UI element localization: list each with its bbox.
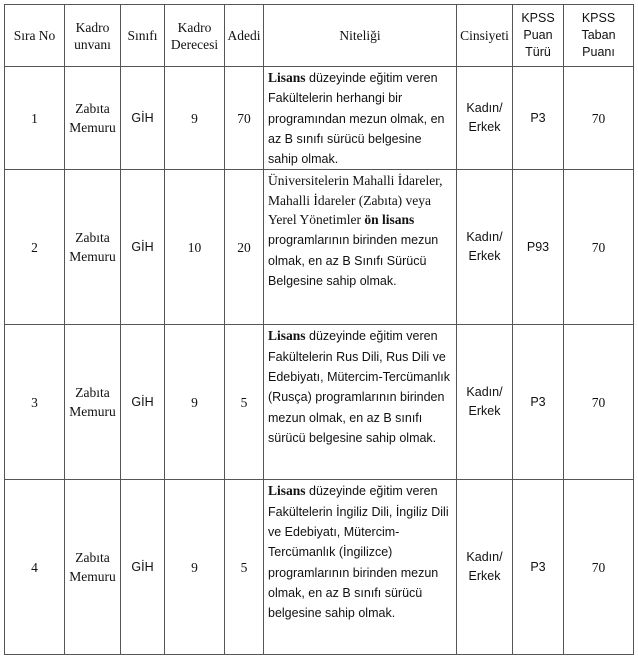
header-kpss-puan-turu: KPSS Puan Türü bbox=[513, 5, 564, 67]
cell-kadro-unvani: Zabıta Memuru bbox=[65, 325, 121, 480]
cell-sira: 1 bbox=[5, 67, 65, 170]
cell-kpss-taban-puani: 70 bbox=[564, 480, 634, 655]
nitelik-text: düzeyinde eğitim veren Fakültelerin Rus Dili, Rus Dili ve Edebiyatı, Mütercim-Tercümanlık (Rusça) programlarının birinden mezun olmak, en az B sınıfı sürücü belgesine sahip olmak. bbox=[268, 329, 451, 445]
cell-adedi: 5 bbox=[225, 325, 264, 480]
cell-cinsiyeti: Kadın/ Erkek bbox=[457, 67, 513, 170]
header-sira-no: Sıra No bbox=[5, 5, 65, 67]
cell-kpss-puan-turu: P3 bbox=[513, 480, 564, 655]
table-row bbox=[5, 480, 634, 655]
cell-cinsiyeti: Kadın/ Erkek bbox=[457, 325, 513, 480]
cell-kadro-unvani: Zabıta Memuru bbox=[65, 480, 121, 655]
table-row bbox=[5, 170, 634, 325]
cell-niteligi bbox=[264, 170, 457, 325]
nitelik-text: düzeyinde eğitim veren Fakültelerin herhangi bir programından mezun olmak, en az B sınıfı sürücü belgesine sahip olmak. bbox=[268, 71, 445, 167]
header-cinsiyeti: Cinsiyeti bbox=[457, 5, 513, 67]
header-row bbox=[5, 5, 634, 67]
cell-kpss-taban-puani: 70 bbox=[564, 170, 634, 325]
cell-sinifi: GİH bbox=[121, 67, 165, 170]
cell-niteligi bbox=[264, 67, 457, 170]
cell-sinifi: GİH bbox=[121, 170, 165, 325]
cell-sinifi: GİH bbox=[121, 480, 165, 655]
header-kpss-taban-puani: KPSS Taban Puanı bbox=[564, 5, 634, 67]
nitelik-bold-text: ön lisans bbox=[364, 212, 415, 228]
table-row bbox=[5, 67, 634, 170]
header-niteligi: Niteliği bbox=[264, 5, 457, 67]
nitelik-bold-text: Lisans bbox=[268, 70, 306, 85]
cell-sira: 4 bbox=[5, 480, 65, 655]
header-adedi: Adedi bbox=[225, 5, 264, 67]
nitelik-text: Üniversitelerin Mahalli İdareler, Mahalli İdareler (Zabıta) veya Yerel Yönetimler bbox=[268, 173, 443, 228]
cell-sinifi: GİH bbox=[121, 325, 165, 480]
cell-kpss-taban-puani: 70 bbox=[564, 325, 634, 480]
cell-kadro-unvani: Zabıta Memuru bbox=[65, 67, 121, 170]
cell-adedi: 5 bbox=[225, 480, 264, 655]
kadro-table bbox=[4, 4, 634, 655]
nitelik-bold-text: Lisans bbox=[268, 328, 306, 344]
cell-cinsiyeti: Kadın/ Erkek bbox=[457, 480, 513, 655]
nitelik-text: programlarının birinden mezun olmak, en az B Sınıfı Sürücü Belgesine sahip olmak. bbox=[268, 233, 439, 288]
header-kadro-derecesi: Kadro Derecesi bbox=[165, 5, 225, 67]
cell-kadro-derecesi: 9 bbox=[165, 325, 225, 480]
cell-kpss-puan-turu: P3 bbox=[513, 67, 564, 170]
nitelik-text: düzeyinde eğitim veren Fakültelerin İngiliz Dili, İngiliz Dili ve Edebiyatı, Mütercim-Tercümanlık (İngilizce) programlarının birinden mezun olmak, en az B sınıfı sürücü belgesine sahip olmak. bbox=[268, 484, 449, 621]
nitelik-bold-text: Lisans bbox=[268, 483, 306, 499]
cell-kadro-unvani: Zabıta Memuru bbox=[65, 170, 121, 325]
header-kadro-unvani: Kadro unvanı bbox=[65, 5, 121, 67]
cell-sira: 3 bbox=[5, 325, 65, 480]
cell-niteligi bbox=[264, 325, 457, 480]
cell-sira: 2 bbox=[5, 170, 65, 325]
cell-kadro-derecesi: 9 bbox=[165, 67, 225, 170]
cell-cinsiyeti: Kadın/ Erkek bbox=[457, 170, 513, 325]
cell-kpss-taban-puani: 70 bbox=[564, 67, 634, 170]
cell-adedi: 70 bbox=[225, 67, 264, 170]
cell-adedi: 20 bbox=[225, 170, 264, 325]
table-row bbox=[5, 325, 634, 480]
cell-niteligi bbox=[264, 480, 457, 655]
cell-kadro-derecesi: 10 bbox=[165, 170, 225, 325]
cell-kpss-puan-turu: P3 bbox=[513, 325, 564, 480]
cell-kadro-derecesi: 9 bbox=[165, 480, 225, 655]
header-sinifi: Sınıfı bbox=[121, 5, 165, 67]
cell-kpss-puan-turu: P93 bbox=[513, 170, 564, 325]
